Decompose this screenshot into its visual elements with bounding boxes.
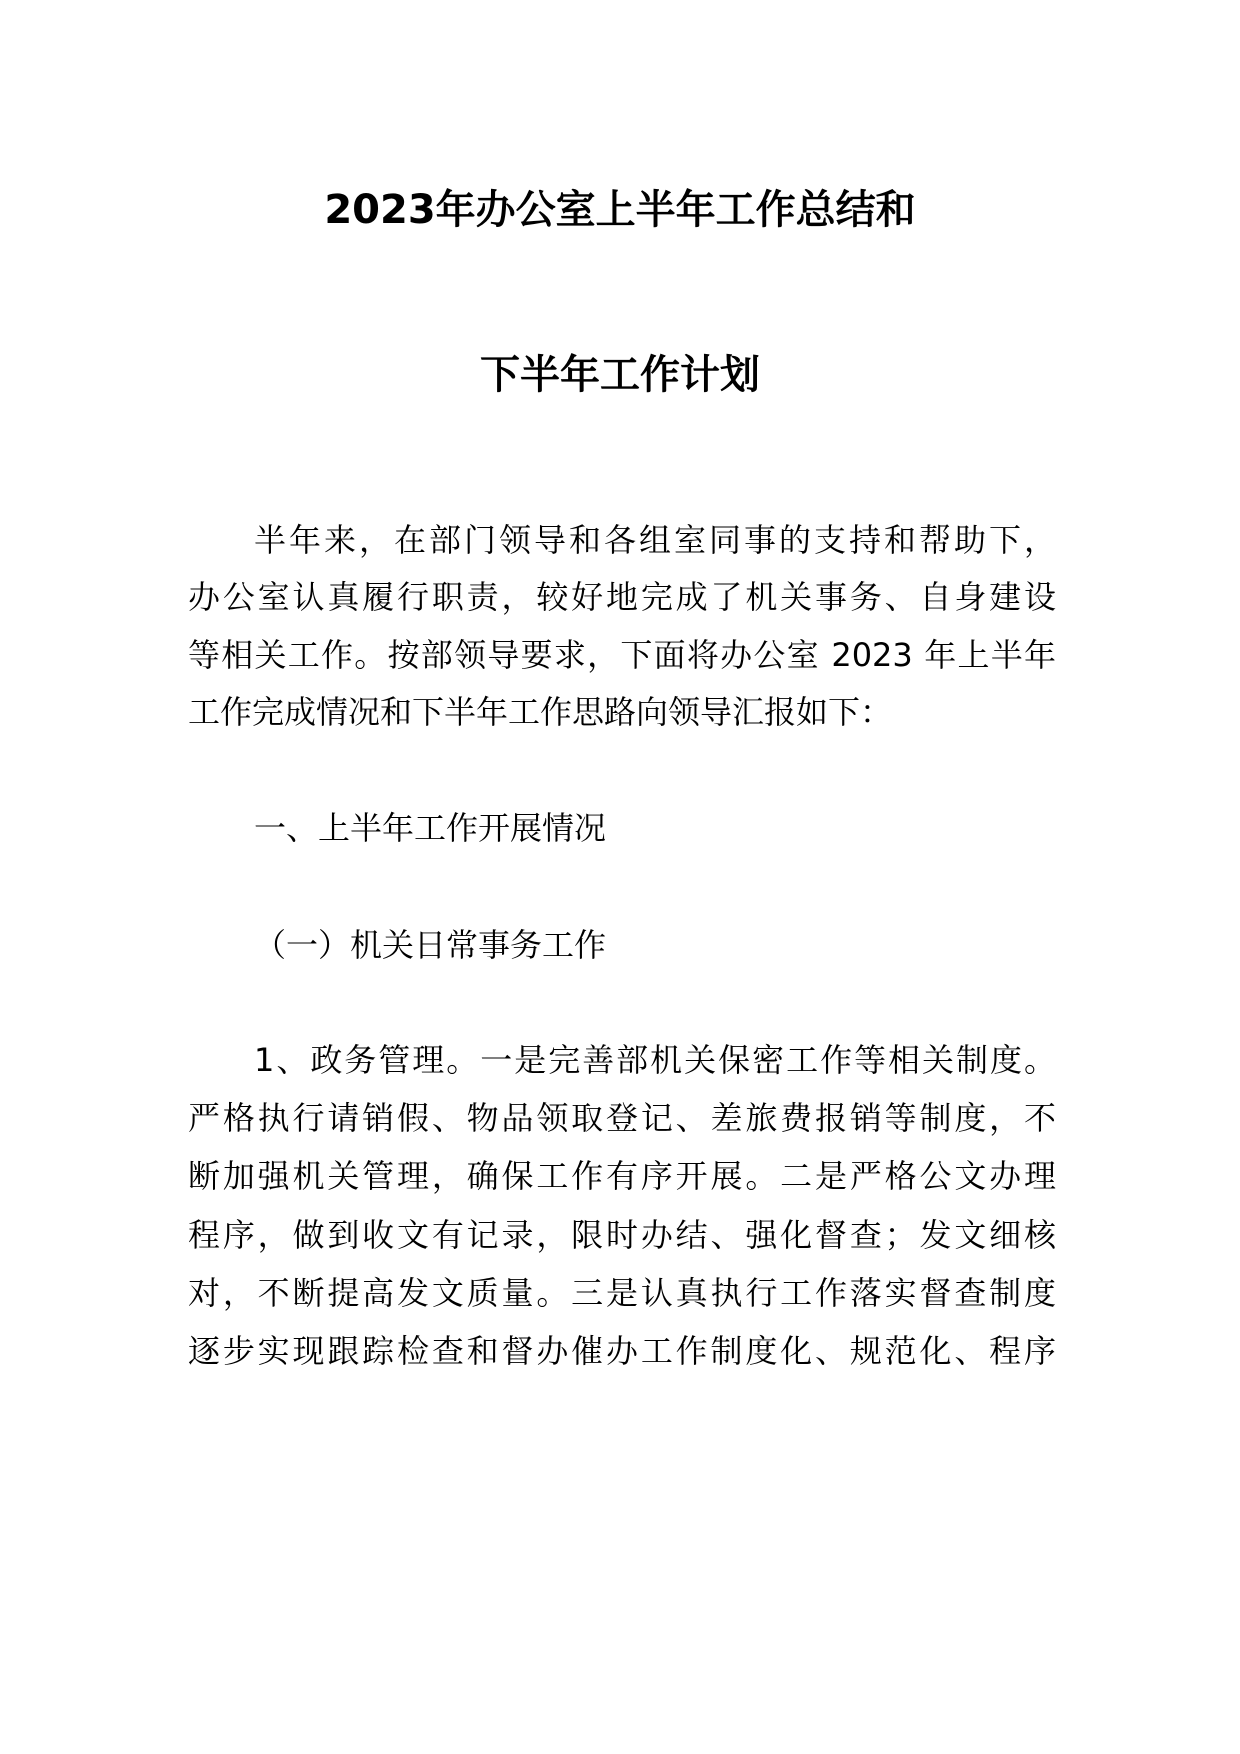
body-line: 逐步实现跟踪检查和督办催办工作制度化、规范化、程序 (188, 1332, 1056, 1370)
intro-line: 半年来，在部门领导和各组室同事的支持和帮助下， (254, 521, 1056, 559)
document-title-line-2: 下半年工作计划 (480, 352, 760, 398)
body-line: 对，不断提高发文质量。三是认真执行工作落实督查制度 (188, 1274, 1056, 1312)
intro-line: 办公室认真履行职责，较好地完成了机关事务、自身建设 (188, 578, 1056, 616)
body-line: 严格执行请销假、物品领取登记、差旅费报销等制度，不 (188, 1099, 1056, 1137)
section-heading: 一、上半年工作开展情况 (254, 809, 607, 847)
subsection-heading: （一）机关日常事务工作 (254, 926, 607, 964)
intro-line: 等相关工作。按部领导要求，下面将办公室 2023 年上半年 (188, 636, 1056, 674)
intro-line: 工作完成情况和下半年工作思路向领导汇报如下： (188, 693, 893, 731)
body-line: 程序，做到收文有记录，限时办结、强化督查；发文细核 (188, 1216, 1056, 1254)
document-title-line-1: 2023年办公室上半年工作总结和 (324, 187, 916, 233)
body-line: 断加强机关管理，确保工作有序开展。二是严格公文办理 (188, 1157, 1056, 1195)
body-line: 1、政务管理。一是完善部机关保密工作等相关制度。 (254, 1041, 1056, 1079)
